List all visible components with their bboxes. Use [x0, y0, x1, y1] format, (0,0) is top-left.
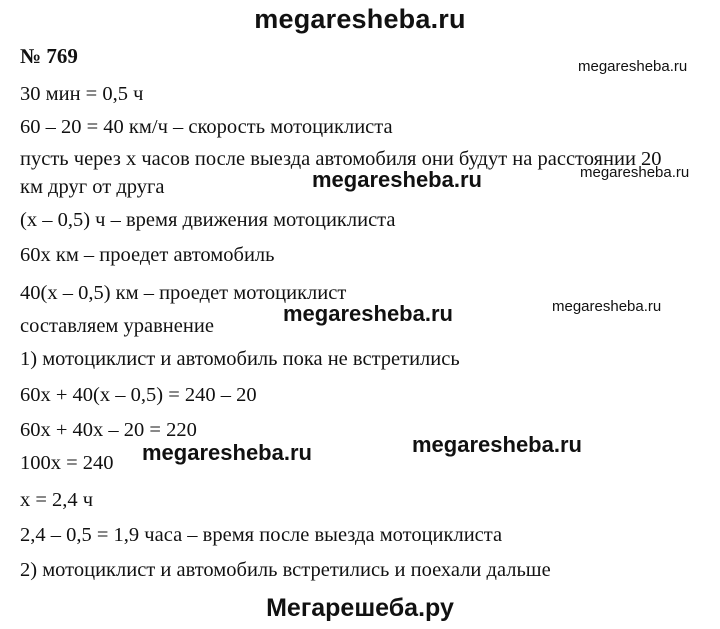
watermark-big: megaresheba.ru [312, 167, 482, 192]
watermark-small: megaresheba.ru [578, 58, 688, 75]
watermark-big: megaresheba.ru [142, 440, 312, 465]
solution-line-14: 2,4 – 0,5 = 1,9 часа – время после выезда мотоциклиста [20, 524, 503, 546]
solution-line-9: 1) мотоциклист и автомобиль пока не встретились [20, 348, 460, 370]
solution-line-13: х = 2,4 ч [20, 489, 94, 511]
solution-line-15: 2) мотоциклист и автомобиль встретились и поехали дальше [20, 559, 551, 581]
solution-line-5: (х – 0,5) ч – время движения мотоциклиста [20, 209, 396, 231]
problem-number: № 769 [20, 44, 78, 68]
header-site-name: megaresheba.ru [254, 4, 466, 34]
watermark-small: megaresheba.ru [552, 298, 662, 315]
footer-site-name: Мегарешеба.ру [266, 594, 454, 622]
solution-line-3: пусть через х часов после выезда автомобиля они будут на расстоянии 20 [20, 148, 662, 170]
solution-line-1: 30 мин = 0,5 ч [20, 83, 144, 105]
solution-line-10: 60х + 40(х – 0,5) = 240 – 20 [20, 384, 257, 406]
solution-line-8: составляем уравнение [20, 315, 214, 337]
watermark-big: megaresheba.ru [412, 432, 582, 457]
solution-line-2: 60 – 20 = 40 км/ч – скорость мотоциклиста [20, 116, 393, 138]
watermark-big: megaresheba.ru [283, 301, 453, 326]
watermark-small: megaresheba.ru [580, 164, 690, 181]
solution-line-7: 40(х – 0,5) км – проедет мотоциклист [20, 282, 347, 304]
solution-line-6: 60х км – проедет автомобиль [20, 244, 275, 266]
solution-line-11: 60х + 40х – 20 = 220 [20, 419, 197, 441]
solution-line-12: 100х = 240 [20, 452, 114, 474]
solution-line-4: км друг от друга [20, 176, 165, 198]
